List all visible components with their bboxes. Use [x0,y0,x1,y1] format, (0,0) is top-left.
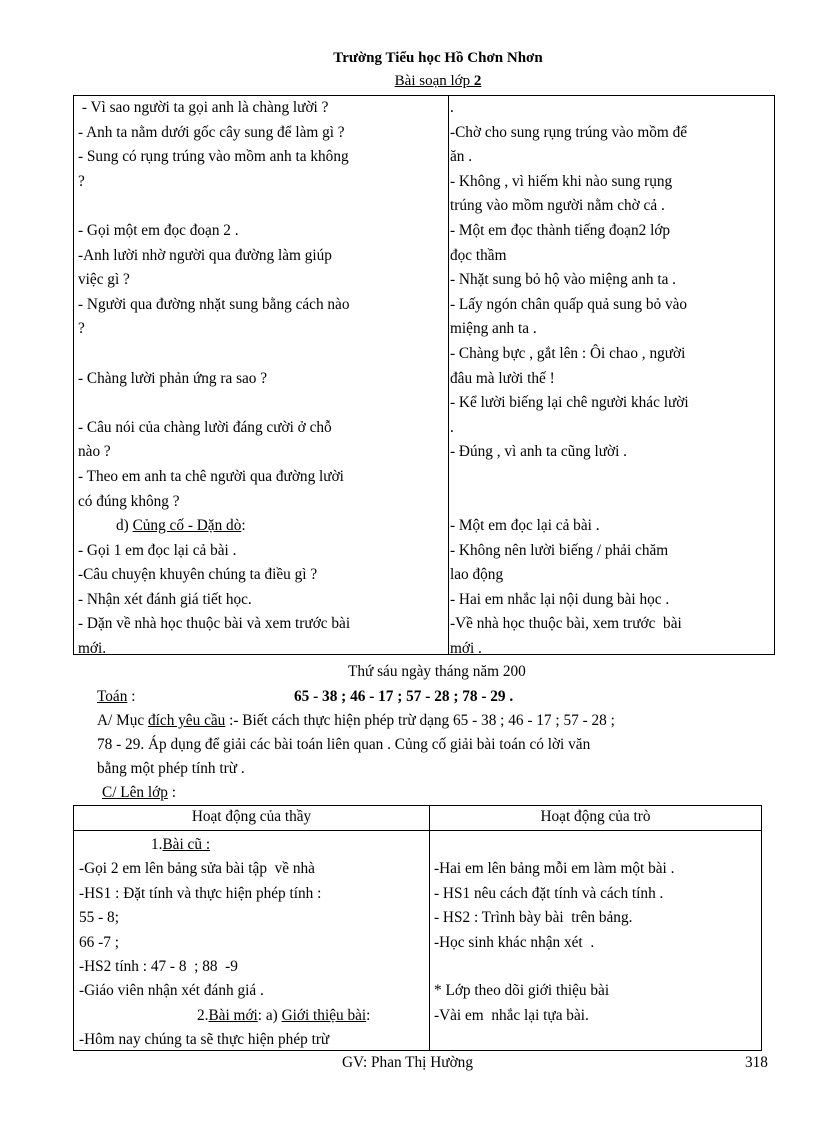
header-rule [74,830,761,831]
subtitle-prefix: Bài soạn lớp [394,73,474,89]
new-lesson-prefix: 2. [197,1006,209,1024]
subject-label: Toán [97,688,128,705]
objective-line-1 [97,709,797,733]
objective-prefix: A/ Mục [97,712,148,729]
column-divider [448,96,449,654]
text-line: -HS1 : Đặt tính và thực hiện phép tính : [79,884,322,902]
text-line [78,194,443,219]
text-line [434,833,760,857]
text-line: . [450,99,454,116]
text-line: - Kể lười biếng lại chê người khác lười [450,394,689,412]
text-line: - HS1 nêu cách đặt tính và cách tính . [434,884,664,902]
text-line: -Hôm nay chúng ta sẽ thực hiện phép trừ [79,1031,330,1049]
page-number: 318 [745,1054,768,1071]
text-line: - Vì sao người ta gọi anh là chàng lười ? [78,99,329,116]
text-line: - Anh ta nằm dưới gốc cây sung để làm gì ? [78,123,345,141]
subject-colon: : [127,688,136,705]
objective-line-2: 78 - 29. Áp dụng để giải các bài toán liên quan . Củng cố giải bài toán có lời văn [97,736,591,753]
text-line: - Một em đọc thành tiếng đoạn2 lớp [450,221,671,239]
teacher-column [78,96,443,662]
text-line: - Gọi 1 em đọc lại cả bài . [78,541,237,559]
reading-activity-table [73,95,775,658]
text-line: đọc thầm [450,246,507,264]
text-line: - Câu nói của chàng lười đáng cười ở chỗ [78,418,332,436]
text-line: 55 - 8; [79,909,119,927]
text-line [78,391,443,416]
text-line: ? [78,320,85,338]
text-line: mới. [78,640,107,658]
text-line: . [450,418,454,436]
text-line [450,490,770,515]
objective-text-1: :- Biết cách thực hiện phép trừ dạng 65 - 38 ; 46 - 17 ; 57 - 28 ; [225,712,615,729]
text-line: nào ? [78,443,111,461]
text-line: - Chàng bực , gắt lên : Ôi chao , người [450,344,686,362]
section-c-label: C/ Lên lớp [102,784,168,801]
new-lesson-heading [79,1004,427,1028]
text-line: -Giáo viên nhận xét đánh giá . [79,982,264,1000]
text-line: -Học sinh khác nhận xét . [434,933,595,951]
text-line: -Vài em nhắc lại tựa bài. [434,1006,589,1024]
old-lesson-prefix: 1. [151,836,163,853]
teacher-name: GV: Phan Thị Hường [342,1054,473,1071]
objective-label: đích yêu cầu [148,712,226,729]
objective-line-3: bằng một phép tính trừ . [97,760,245,777]
text-line: -Hai em lên bảng mỗi em làm một bài . [434,860,675,878]
text-line: có đúng không ? [78,492,180,510]
text-line: 66 -7 ; [79,933,119,951]
school-title: Trường Tiểu học Hồ Chơn Nhơn [333,50,543,66]
section-d-heading [78,514,443,539]
text-line: ? [78,172,85,190]
text-line: miệng anh ta . [450,320,537,338]
lesson-title-line [97,685,797,709]
lesson-title: 65 - 38 ; 46 - 17 ; 57 - 28 ; 78 - 29 . [294,688,514,705]
text-line: - Theo em anh ta chê người qua đường lười [78,467,344,485]
text-line: - Sung có rụng trúng vào mồm anh ta không [78,148,349,166]
section-c-line [102,781,402,805]
student-activity-column [434,833,760,1028]
new-lesson-mid: : a) [257,1006,282,1024]
text-line: -Câu chuyện khuyên chúng ta điều gì ? [78,566,318,584]
text-line: - HS2 : Trình bày bài trên bảng. [434,909,633,927]
text-line: - Nhận xét đánh giá tiết học. [78,590,252,608]
text-line: - Chàng lười phản ứng ra sao ? [78,369,268,387]
section-d-suffix: : [241,517,246,535]
old-lesson-heading [79,833,427,857]
text-line: -Về nhà học thuộc bài, xem trước bài [450,615,682,633]
text-line: lao động [450,566,504,584]
new-lesson-label: Bài mới [208,1006,258,1024]
old-lesson-label: Bài cũ : [162,836,211,853]
activity-table [73,805,762,1051]
text-line: ăn . [450,148,473,166]
text-line: * Lớp theo dõi giới thiệu bài [434,982,610,1000]
section-d-prefix: d) [116,517,133,535]
text-line: -Anh lười nhờ người qua đường làm giúp [78,246,332,264]
text-line: mới . [450,640,482,658]
column-divider [429,806,430,1050]
text-line: -Chờ cho sung rụng trúng vào mồm để [450,123,688,141]
text-line [434,955,760,979]
intro-label: Giới thiệu bài [281,1006,367,1024]
student-column [450,96,770,662]
text-line: - Không nên lười biếng / phải chăm [450,541,669,559]
subtitle-grade: 2 [473,73,482,89]
text-line: - Hai em nhắc lại nội dung bài học . [450,590,670,608]
text-line: - Người qua đường nhặt sung bằng cách nào [78,295,350,313]
section-c-colon: : [167,784,176,801]
teacher-activity-column [79,833,427,1053]
text-line: - Dặn về nhà học thuộc bài và xem trước bài [78,615,351,633]
student-activity-header: Hoạt động của trò [540,808,651,825]
text-line [450,465,770,490]
teacher-activity-header: Hoạt động của thầy [191,808,312,825]
text-line [78,342,443,367]
text-line: - Gọi một em đọc đoạn 2 . [78,221,239,239]
date-line: Thứ sáu ngày tháng năm 200 [348,663,526,680]
intro-suffix: : [366,1006,371,1024]
text-line: - Nhặt sung bỏ hộ vào miệng anh ta . [450,271,677,289]
text-line: - Không , vì hiếm khi nào sung rụng [450,172,673,190]
section-d-title: Củng cố - Dặn dò [132,517,242,535]
text-line: - Đúng , vì anh ta cũng lười . [450,443,627,461]
text-line: -Gọi 2 em lên bảng sửa bài tập về nhà [79,860,315,878]
text-line: - Lấy ngón chân quấp quả sung bỏ vào [450,295,688,313]
lesson-subtitle [0,73,816,90]
text-line: việc gì ? [78,271,130,289]
text-line: trúng vào mồm người nằm chờ cả . [450,197,665,215]
text-line: - Một em đọc lại cả bài . [450,517,600,535]
text-line: -HS2 tính : 47 - 8 ; 88 -9 [79,957,238,975]
text-line: đâu mà lười thế ! [450,369,555,387]
